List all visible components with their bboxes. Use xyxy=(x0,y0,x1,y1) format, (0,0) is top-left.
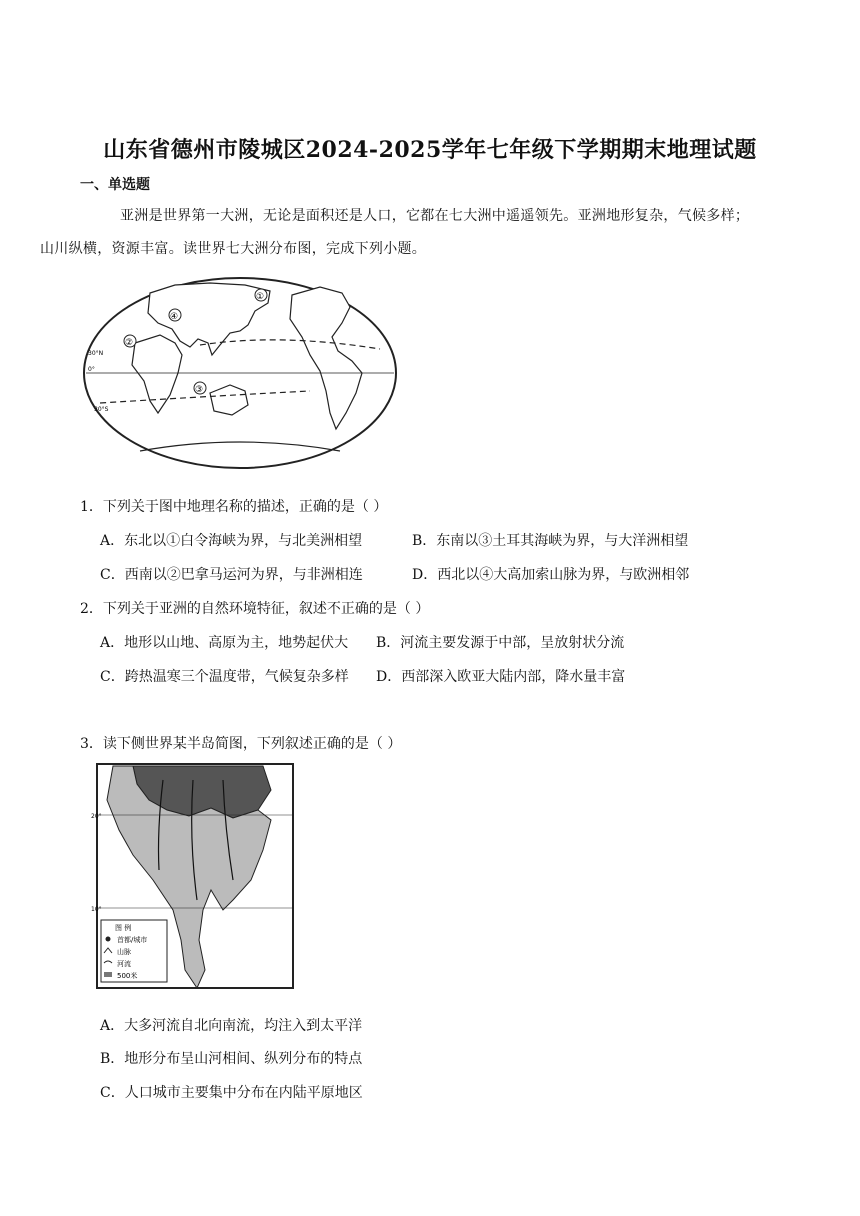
q1-option-c[interactable]: C．西南以②巴拿马运河为界，与非洲相连 xyxy=(100,567,363,583)
lat-label-30s: 30°S xyxy=(94,406,109,413)
legend-item-3: 河流 xyxy=(117,960,131,968)
q2-option-b[interactable]: B．河流主要发源于中部，呈放射状分流 xyxy=(376,635,625,651)
marker-3: ③ xyxy=(195,385,204,395)
section-heading: 一、单选题 xyxy=(80,177,150,193)
question-3-stem: 3．读下侧世界某半岛简图，下列叙述正确的是（ ） xyxy=(80,736,402,752)
q1-option-d[interactable]: D．西北以④大高加索山脉为界，与欧洲相邻 xyxy=(412,567,690,583)
marker-2: ② xyxy=(125,338,134,348)
q2-option-a[interactable]: A．地形以山地、高原为主，地势起伏大 xyxy=(100,635,349,651)
legend-title: 图 例 xyxy=(115,924,132,932)
page-title: 山东省德州市陵城区2024-2025学年七年级下学期期末地理试题 xyxy=(103,137,757,163)
legend-item-4: 500米 xyxy=(117,972,138,980)
intro-line-1: 亚洲是世界第一大洲，无论是面积还是人口，它都在七大洲中遥遥领先。亚洲地形复杂，气候多样； xyxy=(120,208,750,224)
lat-label-30n: 30°N xyxy=(88,350,104,357)
question-1-stem: 1．下列关于图中地理名称的描述，正确的是（ ） xyxy=(80,499,388,515)
q3-option-b[interactable]: B．地形分布呈山河相间、纵列分布的特点 xyxy=(100,1051,363,1067)
marker-1: ① xyxy=(256,292,265,302)
intro-line-2: 山川纵横，资源丰富。读世界七大洲分布图，完成下列小题。 xyxy=(40,241,427,257)
question-2-stem: 2．下列关于亚洲的自然环境特征，叙述不正确的是（ ） xyxy=(80,601,430,617)
intro-paragraph xyxy=(40,200,780,266)
q1-option-b[interactable]: B．东南以③土耳其海峡为界，与大洋洲相望 xyxy=(412,533,689,549)
peninsula-map xyxy=(93,760,297,992)
q3-option-a[interactable]: A．大多河流自北向南流，均注入到太平洋 xyxy=(100,1018,363,1034)
lat-label-20: 20° xyxy=(91,813,102,820)
lat-label-10: 10° xyxy=(91,906,102,913)
q1-option-a[interactable]: A．东北以①白令海峡为界，与北美洲相望 xyxy=(100,533,363,549)
marker-4: ④ xyxy=(170,312,179,322)
q2-option-c[interactable]: C．跨热温寒三个温度带，气候复杂多样 xyxy=(100,669,349,685)
q2-option-d[interactable]: D．西部深入欧亚大陆内部，降水量丰富 xyxy=(376,669,626,685)
legend-item-2: 山脉 xyxy=(117,948,131,956)
q3-option-c[interactable]: C．人口城市主要集中分布在内陆平原地区 xyxy=(100,1085,363,1101)
lat-label-0: 0° xyxy=(88,366,95,373)
legend-item-1: 首都/城市 xyxy=(117,936,148,944)
world-continents-map xyxy=(80,273,400,473)
